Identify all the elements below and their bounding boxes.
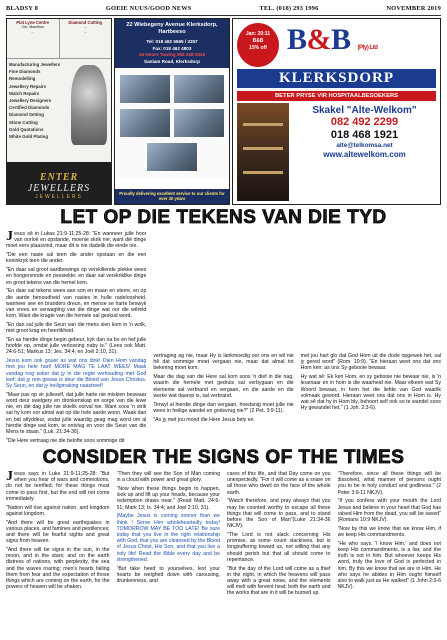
header-phone: TEL. (018) 293 1996 bbox=[259, 5, 319, 12]
publication-name: GOEIE NUUS/GOOD NEWS bbox=[105, 5, 192, 12]
paragraph: "En daar sal tekens wees aan son en maan en sterre, en op die aarde benoudheid van nasies in hulle radeloosheid, wanneer see en branders dreun, en mense se harte beswyk van vrees en verwagting van die dinge wat oor die wêreld kom. Want die kragte van die hemele sal geskud word. bbox=[6, 288, 147, 320]
highlight-paragraph: (Maybe Jesus is coming sooner than we think ! Serve Him wholeheartedly today! TOMORROW MAY BE TOO LATE! Be sure today that you live in the right relationship with God, that you are cleansed by the Blood of Jesus Christ, His Son, and that you live a holy life! Read the Bible every day and be strengthened. bbox=[116, 513, 220, 563]
list-item: Jewellery Designers bbox=[9, 98, 52, 104]
vehicle-photos bbox=[115, 68, 229, 178]
list-item: Fine Diamonds bbox=[9, 69, 41, 75]
advert-contact-lines: Tel: 018 462 5565 / 3257 Fax: 018 462 4803 24 Hours Towing 083 268 2616 Sanlam Road, Klerksdorp bbox=[115, 39, 229, 68]
list-item: White Gold Plating bbox=[9, 134, 49, 140]
drop-cap: J bbox=[6, 231, 13, 244]
paragraph: vertraging ag nie, maar Hy is lankmoedig oor ons en wil nie hê dat sommige moet vergaan nie, maar dat almal tot bekering moet kom. bbox=[153, 353, 294, 372]
highlight-paragraph: Jesus kom ook gouer as wat ons dink! Dien Hom vandag met jou hele hart! MORE MAG TE LAAT WEES! Maak vandag nog seker dat jy in die regte verhouding met God leef; dat jy rein gewas is deur die Bloed van Jesus Christus. Sy Seun, en dat jy heiligmaking naastreef! bbox=[6, 358, 147, 390]
article-title-afrikaans: LET OP DIE TEKENS VAN DIE TYD bbox=[60, 207, 387, 228]
article-body-afrikaans bbox=[6, 231, 441, 443]
advert-strip bbox=[6, 18, 441, 208]
article-column bbox=[338, 471, 442, 637]
contact-block-left: Plat Lyne Centre Cnr. Mauritius ... bbox=[7, 19, 60, 58]
list-item: Manufacturing Jewellers bbox=[9, 62, 61, 67]
paragraph: Hy wat sê: Ek ken Hom, en sy gebooie nie bewaar nie, is 'n leuenaar en in hom is die waarheid nie. Maar elkeen wat Sy Woord bewaar, in hom het die liefde van God waarlik volmaak geword. Hieraan weet ons dat ons in Hom is. Hy wat sê dat hy in Hom bly, behoort self ook so te wandel soos Hy gewandel het." (1 Joh. 2:3-6). bbox=[300, 374, 441, 412]
interior-photo bbox=[237, 103, 289, 201]
paragraph: "He who says, 'I know Him,' and does not keep His commandments, is a liar, and the truth is not in him. But whoever keeps His word, truly the love of God is perfected in him. By this we know that we are in Him. He who says he abides in Him ought himself also to walk just as He walked" (1 John 2:3-6 NKJV). bbox=[337, 540, 441, 591]
page-number: BLADSY 8 bbox=[6, 5, 39, 12]
enter-jewellers-logo: ENTER JEWELLERS JEWELLERS bbox=[7, 162, 111, 204]
header-divider bbox=[6, 15, 441, 16]
bb-name-bar: KLERKSDORP bbox=[237, 69, 436, 88]
paragraph: Jesus sê in Lukas 21:9-11:25-28: "En wanneer julle hoor van oorloë en opstande, moenie skrik nie; want dié dinge moet eers plaasvind, maar dit is nie dadelik die einde nie. bbox=[6, 231, 147, 250]
list-item: Remodelling bbox=[9, 76, 36, 82]
paragraph: "If you confess with your mouth the Lord Jesus and believe in your heart that God has raised Him from the dead, you will be saved" (Romans 10:9 NKJV). bbox=[337, 498, 441, 524]
paragraph: "Now when these things begin to happen, look up and lift up your heads, because your redemption draws near." (Read Matt. 24:6-51; Mark 13; Is. 34:4; and Joel 2:10, 31). bbox=[116, 486, 220, 511]
advert-footer: Proudly delivering excellent service to our clients for over 30 years bbox=[115, 189, 229, 204]
list-item: Watch Repairs bbox=[9, 90, 40, 96]
paragraph: "The Lord is not slack concerning His promise, as some count slackness, but is longsuffering toward us, not willing that any should perish but that all should come to repentance. bbox=[227, 532, 331, 563]
paragraph: "Nation will rise against nation, and kingdom against kingdom. bbox=[6, 504, 110, 517]
article-title-english: CONSIDER THE SIGNS OF THE TIMES bbox=[42, 447, 405, 468]
advert-business-name: 22 Wiebegeny Avenue Klerksdorp, Hartbeeso bbox=[115, 19, 229, 39]
drop-cap: J bbox=[6, 471, 13, 484]
bb-skakel: Skakel "Alte-Welkom" bbox=[312, 105, 417, 116]
paragraph: "En dan sal julle die Seun van die mens sien kom in 'n wolk, met groot krag en heerlikheid. bbox=[6, 322, 147, 335]
advert-towing-centre bbox=[114, 18, 230, 205]
list-item: Certified Diamonds bbox=[9, 105, 50, 111]
issue-date: NOVEMBER 2019 bbox=[386, 5, 441, 12]
paragraph: "But the day of the Lord will come as a thief in the night, in which the heavens will pass away with a great noise, and the elements will melt with fervent heat; both the earth and the works that are in it will be burned up. bbox=[227, 565, 331, 597]
advert-contact-blocks bbox=[7, 19, 111, 59]
paragraph: Jesus says in Luke 21:9-11;25-28: "But when you hear of wars and commotions, do not be terrified; for these things must come to pass first, but the end will not come immediately. bbox=[6, 471, 110, 502]
paragraph: "Then they will see the Son of Man coming in a cloud with power and great glory. bbox=[116, 471, 220, 484]
vehicle-photo bbox=[119, 74, 171, 104]
advert-bb-klerksdorp bbox=[232, 18, 441, 205]
article-column bbox=[153, 231, 293, 443]
article-column bbox=[6, 231, 146, 443]
paragraph: "En as hierdie dinge begin gebeur, kyk dan na bo en hef julle hoofde op, omdat julle verlossing naby is." (Lees ook Matt. 24:6-51; Markus 13; Jes. 34:4; en Joël 2:10, 31). bbox=[6, 337, 147, 356]
bb-contact-info bbox=[293, 105, 436, 159]
vehicle-photo bbox=[146, 142, 198, 172]
list-item: Diamond Setting bbox=[9, 112, 44, 118]
paragraph: "And there will be great earthquakes in various places, and famines and pestilences; and there will be fearful sights and great signs from heaven. bbox=[6, 519, 110, 545]
paragraph: "Maar pas op vir julleself, dat julle harte nie miskien beswaar word deur swelgery en dronkenskap en sorge van die lewe nie, en dié dag julle nie skielik oorval nie. Want soos 'n strik sal hy kom oor almal wat op die hele aarde woon. Waak dan en bid altyddeur, sodat julle waardig geag mag word om al hierdie dinge wat kom, te ontvlug en voor die Seun van die Mens te staan." (Luk. 21:34-36). bbox=[6, 391, 147, 436]
necklace-photo bbox=[71, 65, 107, 145]
contact-block-right: Diamond Cutting ... ... bbox=[68, 20, 103, 34]
paragraph: Maar die dag van die Here sal kom soos 'n dief in die nag, waarin die hemele met gedruis sal verbygaan en die elemente sal verbrand en vergaan, en die aarde en die werke wat daarop is, sal verbrand. bbox=[153, 374, 294, 399]
bb-tagline: BETER PRYSE VIR HOSPITAALBESOEKERS bbox=[237, 91, 436, 101]
paragraph: "Therefore, since all these things will be dissolved, what manner of persons ought you to be in holy conduct and godliness." (2 Peter 3:9-11 NKJV). bbox=[337, 471, 441, 496]
page-header bbox=[6, 5, 441, 15]
advert-enter-jewellers bbox=[6, 18, 112, 205]
paragraph: "Die Here vertraag nie die belofte soos sommige dit bbox=[6, 437, 125, 443]
article-column bbox=[227, 471, 331, 637]
paragraph: "But take heed to yourselves, lest your hearts be weighed down with carousing, drunkenness, and bbox=[116, 565, 220, 585]
bb-phone-landline: 018 468 1921 bbox=[330, 129, 399, 141]
paragraph: "As jy met jou mond die Here Jesus bely en bbox=[153, 416, 254, 423]
paragraph: "Now by this we know that we know Him, if we keep His commandments. bbox=[337, 525, 441, 539]
paragraph: cares of this life, and that Day come on you unexpectedly. "For it will come as a snare on all those who dwell on the face of the whole earth. bbox=[227, 471, 331, 496]
vehicle-photo bbox=[119, 108, 171, 138]
article-column bbox=[6, 471, 110, 637]
bb-logo: B&B (Pty) Ltd bbox=[287, 23, 378, 56]
vehicle-photo bbox=[173, 74, 225, 104]
paragraph: "En daar sal groot aardbewings op verskillende plekke wees en hongersnode en pessiekte; en daar sal verskriklike dinge en groot tekens van die hemel kom. bbox=[6, 267, 147, 286]
article-column bbox=[301, 231, 441, 443]
promo-badge: Jan: 20:11 B&B 15% off bbox=[237, 23, 279, 67]
paragraph: "Watch therefore, and pray always that you may be counted worthy to escape all these things that will come to pass, and to stand before the Son of Man"(Luke 21:34-36 NKJV). bbox=[227, 498, 331, 530]
bb-phone-mobile: 082 492 2299 bbox=[330, 116, 399, 128]
paragraph: met jou hart glo dat God Hom uit die dode opgewek het, sal jy gered word" (Rom. 10:9). "En hieraan weet ons dat ons Hom ken: as ons Sy gebooie bewaar. bbox=[300, 353, 441, 372]
paragraph: Terwyl al hierdie dinge dan vergaan, hoedanig moet julle nie wees in heilige wandel en godsvrug nie?" (2 Pet. 3:9-11). bbox=[153, 401, 294, 414]
bb-email: alte@telkomsa.net bbox=[336, 142, 393, 149]
list-item: Jewellery Repairs bbox=[9, 83, 47, 89]
article-column bbox=[117, 471, 221, 637]
vehicle-photo bbox=[173, 108, 225, 138]
article-body-english bbox=[6, 471, 441, 637]
bb-website: www.altewelkom.com bbox=[323, 150, 406, 159]
list-item: Gold Quotations bbox=[9, 126, 44, 132]
paragraph: "Die een nasie sal teen die ander opstaan en die een koninkryk teen die ander. bbox=[6, 252, 147, 265]
paragraph: "And there will be signs in the sun, in the moon, and in the stars; and on the earth distress of nations, with perplexity, the sea and the waves roaring; men's hearts failing them from fear and the expectation of those things which are coming on the earth, for the powers of heaven will be shaken. bbox=[6, 547, 110, 591]
list-item: Stone Cutting bbox=[9, 119, 38, 125]
